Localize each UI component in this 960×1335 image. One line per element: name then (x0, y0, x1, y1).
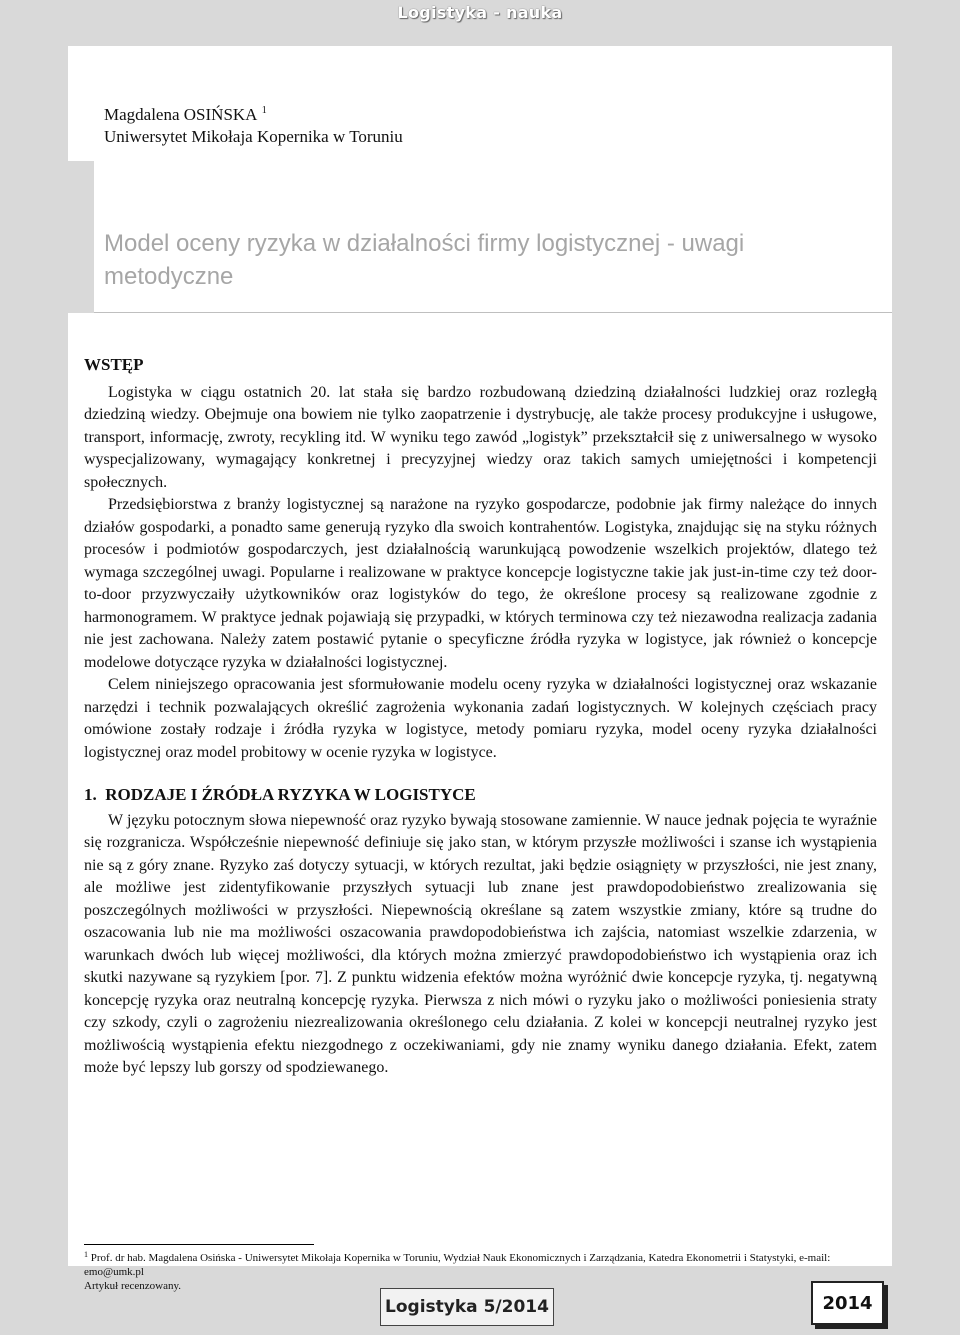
article-title: Model oceny ryzyka w działalności firmy logistycznej - uwagi metodyczne (104, 230, 745, 290)
author-footnote-ref: 1 (261, 105, 267, 116)
article-page (68, 46, 892, 1292)
title-bar (68, 161, 892, 313)
intro-paragraph-3: Celem niniejszego opracowania jest sformułowanie modelu oceny ryzyka w działalności logistycznej oraz wskazanie narzędzi i technik pozwalających określić zagrożenia wykonania zadań logistycznych. W kolejnych częściach pracy omówione zostały rodzaje i źródła ryzyka w logistyce, metody pomiaru ryzyka, model oceny ryzyka działalności logistycznej oraz model probitowy w ocenie ryzyka w logistyce. (84, 676, 877, 761)
title-side-bar (68, 161, 94, 313)
author-line (104, 100, 403, 126)
section-1-heading: 1. RODZAJE I ŹRÓDŁA RYZYKA W LOGISTYCE (84, 785, 476, 804)
footnote-line-2: Artykuł recenzowany. (84, 1280, 182, 1292)
footnote-line-1 (84, 1248, 884, 1279)
banner-title: Logistyka - nauka (397, 2, 563, 22)
footnote (84, 1248, 884, 1293)
footer-year-box (811, 1281, 884, 1325)
author-affiliation: Uniwersytet Mikołaja Kopernika w Toruniu (104, 127, 403, 146)
intro-paragraph-2: Przedsiębiorstwa z branży logistycznej są narażone na ryzyko gospodarcze, podobnie jak firmy należące do innych działów gospodarki, a ponadto same generują ryzyko dla swoich kontrahentów. Logistyka, znajdując się na styku różnych procesów i podmiotów gospodarczych, jest działalnością warunkującą powodzenie wszelkich projektów, dlatego też wymaga szczególnej uwagi. Popularne i realizowane w praktyce koncepcje logistyczne takie jak just-in-time czy też door-to-door przyzwyczaiły użytkowników oraz logistyków do tego, że określone procesy są realizowane zgodnie z harmonogramem. W praktyce jednak pojawiają się przypadki, w których terminowa czy też niezawodna realizacja zadania nie jest zachowana. Należy zatem postawić pytanie o specyficzne źródła ryzyka w logistyce, jak również o koncepcje modelowe dotyczące ryzyka w działalności logistycznej. (84, 496, 877, 671)
header-banner (0, 0, 960, 24)
intro-paragraph-1: Logistyka w ciągu ostatnich 20. lat stała się bardzo rozbudowaną dziedziną działalności ludzkiej oraz rozległą dziedziną wiedzy. Obejmuje ona bowiem nie tylko zaopatrzenie i dystrybucję, ale także procesy produkcyjne i usługowe, transport, informację, zwroty, recykling itd. W wyniku tego zawód „logistyk” przekształcił się z uniwersalnego w wysoko wyspecjalizowany, wymagający konkretnej i precyzyjnej wiedzy oraz takich samych umiejętności i kompetencji społecznych. (84, 383, 877, 491)
author-name: Magdalena OSIŃSKA (104, 105, 258, 124)
section-1-paragraph-1: W języku potocznym słowa niepewność oraz ryzyko bywają stosowane zamiennie. W nauce jednak pojęcia te wyraźnie się rozgranicza. Współcześnie niepewność definiuje się jako stan, w którym przyszłe możliwości i szanse ich wystąpienia nie są z góry znane. Ryzyko zaś dotyczy sytuacji, w których rezultat, jaki będzie osiągnięty w przyszłości, nie jest znany, ale możliwe jest zidentyfikowanie przyszłych sytuacji lub znane jest prawdopodobieństwo zrealizowania się poszczególnych możliwości w przyszłości. Niepewnością określane są zatem wszystkie zmiany, które są trudne do oszacowania lub nie ma możliwości oszacowania prawdopodobieństwa ich zajścia, natomiast wszelkie zdarzenia, w warunkach dwóch lub więcej możliwości, dla których można zmierzyć prawdopodobieństwo ich wystąpienia oraz ich skutki nazywane są ryzykiem [por. 7]. Z punktu widzenia efektów można wyróżnić dwie koncepcje ryzyka, tj. negatywną koncepcję ryzyka oraz neutralną koncepcję ryzyka. Pierwsza z nich mówi o ryzyku jako o możliwości poniesienia straty czy szkody, czyli o zagrożeniu niezrealizowania określonego celu działania. Z kolei w koncepcji neutralnej ryzyko jest możliwością wystąpienia efektu niezgodnego z oczekiwaniami, gdy nie znamy wyniku danego działania. Efekt, zatem może być lepszy lub gorszy od spodziewanego. (84, 811, 877, 1076)
footnote-divider (84, 1244, 314, 1245)
author-block (104, 100, 403, 148)
footer-journal-label: Logistyka 5/2014 (385, 1297, 549, 1317)
title-rule (94, 312, 892, 313)
article-body (84, 354, 877, 1080)
footer-journal-box (380, 1288, 554, 1326)
intro-heading: WSTĘP (84, 355, 144, 374)
footer-year-label: 2014 (822, 1292, 873, 1314)
footnote-marker: 1 (84, 1250, 88, 1259)
footnote-text: Prof. dr hab. Magdalena Osińska - Uniwersytet Mikołaja Kopernika w Toruniu, Wydział Nauk Ekonomicznych i Zarządzania, Katedra Ekonometrii i Statystyki, e-mail: emo@umk.pl (84, 1252, 831, 1278)
